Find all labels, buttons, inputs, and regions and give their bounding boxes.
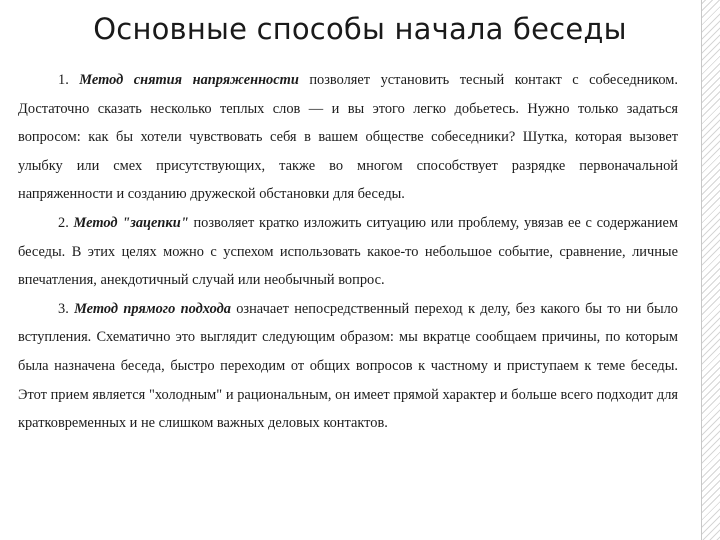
paragraph-number-1: 1. [58,72,69,88]
method-name-1: Метод снятия напряженности [79,72,299,88]
method-name-2: Метод "зацепки" [73,214,189,231]
method-name-3: Метод прямого подхода [74,300,231,317]
paragraph-method-2 [18,209,678,295]
paragraph-method-1 [18,66,678,209]
slide-body [18,66,678,438]
paragraph-text-1: позволяет установить тесный контакт с собеседником. Достаточно сказать несколько теплых слов — и вы этого легко добьетесь. Нужно только задаться вопросом: как бы хотели чувствовать себя в вашем обществе собеседники? Шутка, которая вызовет улыбку или смех присутствующих, также во многом способствует разрядке первоначальной напряженности и созданию дружеской обстановки для беседы. [18,72,678,203]
paragraph-method-3 [18,295,678,438]
paragraph-number-3: 3. [58,300,69,317]
paragraph-text-3: означает непосредственный переход к делу, без какого бы то ни было вступления. Схематично это выглядит следующим образом: мы вкратце сообщаем причины, по которым была назначена беседа, быстро переходим от общих вопросов к частному и приступаем к теме беседы. Этот прием является "холодным" и рациональным, он имеет прямой характер и больше всего подходит для кратковременных и не слишком важных деловых контактов. [18,300,678,432]
slide-title: Основные способы начала беседы [93,12,627,46]
paragraph-text-2: позволяет кратко изложить ситуацию или проблему, увязав ее с содержанием беседы. В этих целях можно с успехом использовать какое-то небольшое событие, сравнение, личные впечатления, анекдотичный случай или необычный вопрос. [18,214,678,289]
decorative-hatched-edge [702,0,720,540]
paragraph-number-2: 2. [58,214,69,231]
